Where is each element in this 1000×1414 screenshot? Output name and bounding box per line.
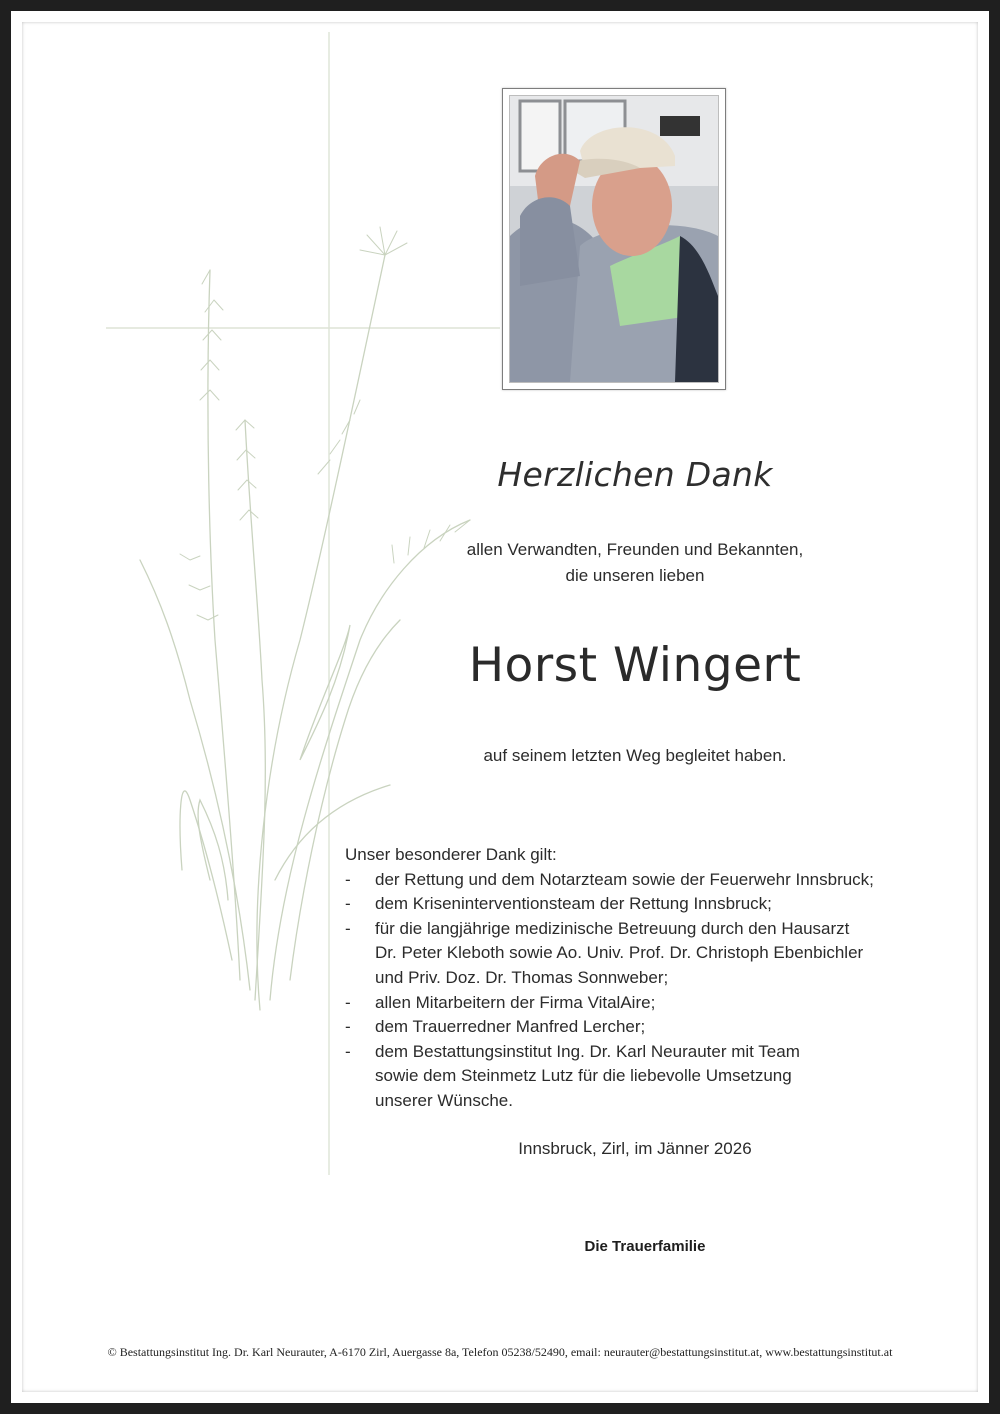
notice-title: Herzlichen Dank (497, 455, 773, 494)
intro-line-2: die unseren lieben (565, 566, 705, 585)
thanks-list-item (345, 1040, 945, 1114)
thanks-list-item (345, 892, 945, 917)
thanks-item-line: für die langjährige medizinische Betreuung durch den Hausarzt (375, 918, 850, 938)
grass-seed-spikes (180, 227, 470, 620)
thanks-list (345, 868, 945, 1114)
thanks-list-item (345, 991, 945, 1016)
thanks-item-line: der Rettung und dem Notarzteam sowie der Feuerwehr Innsbruck; (375, 869, 874, 889)
thanks-item-line: sowie dem Steinmetz Lutz für die liebevolle Umsetzung (375, 1066, 792, 1086)
closing-line: auf seinem letzten Weg begleitet haben. (483, 746, 787, 765)
thanks-item-line: allen Mitarbeitern der Firma VitalAire; (375, 992, 656, 1012)
portrait-photo-frame (502, 88, 726, 390)
portrait-photo (509, 95, 719, 383)
special-thanks-section (345, 843, 945, 1114)
funeral-home-footer: © Bestattungsinstitut Ing. Dr. Karl Neurauter, A-6170 Zirl, Auergasse 8a, Telefon 05238/52490, email: neurauter@bestattungsinstitut.at, www.bestattungsinstitut.at (107, 1345, 893, 1359)
list-dash: - (345, 869, 351, 889)
thanks-item-line: unserer Wünsche. (375, 1090, 513, 1110)
thanks-list-item (345, 917, 945, 991)
signature: Die Trauerfamilie (584, 1238, 706, 1255)
thanks-list-item (345, 1015, 945, 1040)
list-dash: - (345, 1017, 351, 1037)
place-and-date: Innsbruck, Zirl, im Jänner 2026 (518, 1139, 752, 1158)
list-dash: - (345, 894, 351, 914)
thanks-item-line: dem Trauerredner Manfred Lercher; (375, 1017, 646, 1037)
thanks-item-line: dem Bestattungsinstitut Ing. Dr. Karl Neurauter mit Team (375, 1041, 800, 1061)
thanks-list-item (345, 868, 945, 893)
deceased-name: Horst Wingert (468, 638, 802, 693)
thanks-item-line: und Priv. Doz. Dr. Thomas Sonnweber; (375, 967, 669, 987)
intro-line-1: allen Verwandten, Freunden und Bekannten, (466, 540, 804, 559)
list-dash: - (345, 918, 351, 938)
thanks-heading: Unser besonderer Dank gilt: (345, 845, 557, 864)
list-dash: - (345, 992, 351, 1012)
thanks-item-line: Dr. Peter Kleboth sowie Ao. Univ. Prof. Dr. Christoph Ebenbichler (375, 943, 864, 963)
portrait-image (510, 96, 718, 382)
thanks-item-line: dem Kriseninterventionsteam der Rettung Innsbruck; (375, 894, 772, 914)
list-dash: - (345, 1041, 351, 1061)
